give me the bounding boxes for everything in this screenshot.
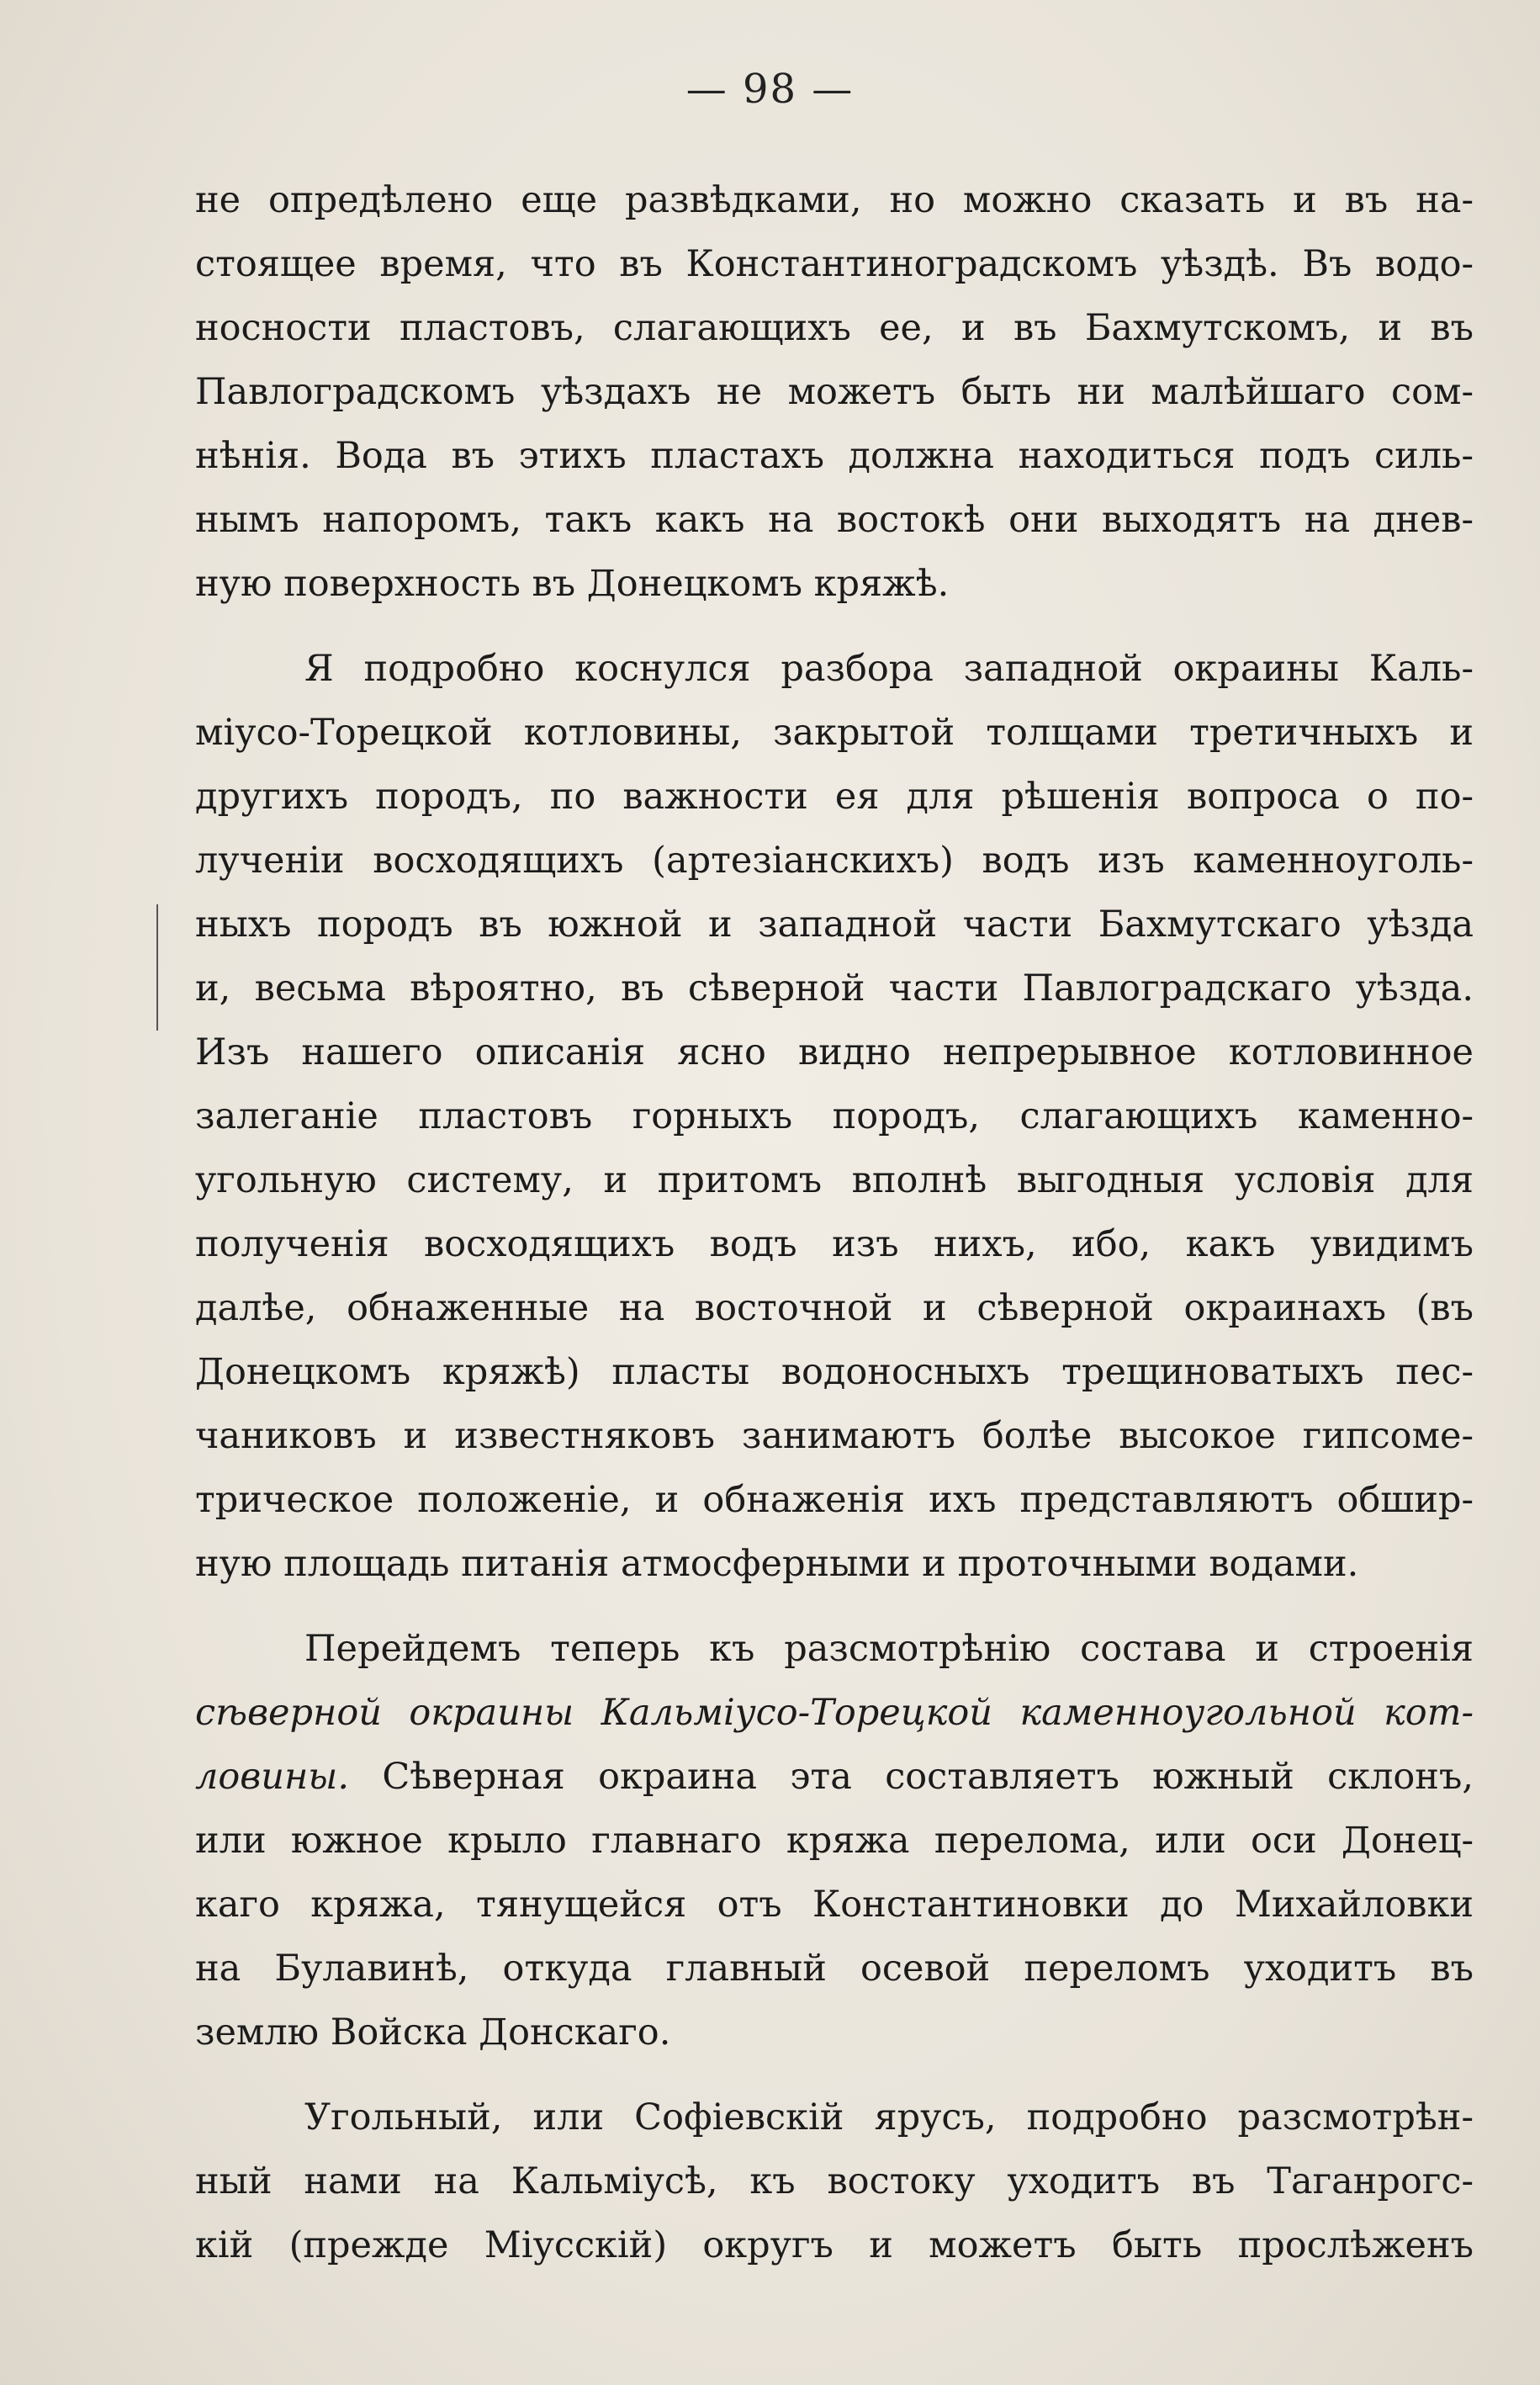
text-line: далѣе, обнаженные на восточной и сѣверной окраинахъ (въ [195,1287,1474,1329]
text-line: или южное крыло главнаго кряжа перелома, или оси Донец- [195,1820,1474,1862]
text-line: землю Войска Донскаго. [195,2011,671,2054]
text-line: Перейдемъ теперь къ разсмотрѣнію состава и строенія [304,1628,1474,1670]
text-fragment: Сѣверная окраина эта составляетъ южный склонъ, [349,1756,1474,1798]
text-line: міусо-Торецкой котловины, закрытой толщами третичныхъ и [195,712,1474,754]
text-line: другихъ породъ, по важности ея для рѣшенія вопроса о по- [195,776,1474,818]
italic-fragment: ловины. [195,1756,350,1798]
text-line: Я подробно коснулся разбора западной окраины Каль- [304,648,1474,690]
text-line: стоящее время, что въ Константиноградскомъ уѣздѣ. Въ водо- [195,243,1474,285]
text-line: Павлоградскомъ уѣздахъ не можетъ быть ни малѣйшаго сом- [195,371,1474,413]
text-line: и, весьма вѣроятно, въ сѣверной части Павлоградскаго уѣзда. [195,967,1474,1010]
text-line: Угольный, или Софіевскій ярусъ, подробно разсмотрѣн- [304,2096,1474,2139]
paragraph-4 [195,2086,1474,2277]
text-line: каго кряжа, тянущейся отъ Константиновки до Михайловки [195,1884,1474,1926]
text-line: ную поверхность въ Донецкомъ кряжѣ. [195,563,950,605]
text-line: не опредѣлено еще развѣдками, но можно сказать и въ на- [195,179,1474,221]
paragraph-2 [195,637,1474,1596]
text-line: нымъ напоромъ, такъ какъ на востокѣ они выходятъ на днев- [195,499,1474,541]
text-line: угольную систему, и притомъ вполнѣ выгодныя условія для [195,1159,1474,1201]
text-line: Изъ нашего описанія ясно видно непрерывное котловинное [195,1031,1474,1073]
text-line: полученія восходящихъ водъ изъ нихъ, ибо, какъ увидимъ [195,1223,1474,1265]
text-line: чаниковъ и известняковъ занимаютъ болѣе высокое гипсоме- [195,1415,1474,1457]
text-line: нѣнія. Вода въ этихъ пластахъ должна находиться подъ силь- [195,435,1474,477]
text-line: трическое положеніе, и обнаженія ихъ представляютъ обшир- [195,1479,1474,1521]
paragraph-3 [195,1617,1474,2064]
text-line: Донецкомъ кряжѣ) пласты водоносныхъ трещиноватыхъ пес- [195,1351,1474,1393]
text-line: носности пластовъ, слагающихъ ее, и въ Бахмутскомъ, и въ [195,307,1474,349]
text-line: ную площадь питанія атмосферными и проточными водами. [195,1543,1359,1585]
body-text [195,168,1474,2277]
text-line: ный нами на Кальміусѣ, къ востоку уходитъ въ Таганрогс- [195,2160,1474,2202]
text-line: ныхъ породъ въ южной и западной части Бахмутскаго уѣзда [195,904,1474,946]
text-line: кій (прежде Міусскій) округъ и можетъ быть прослѣженъ [195,2224,1474,2266]
text-line-italic: сѣверной окраины Кальміусо-Торецкой каменноугольной кот- [195,1692,1474,1734]
page-number: — 98 — [685,66,855,113]
margin-mark [156,904,158,1031]
text-line [195,1745,1474,1809]
text-line: лученіи восходящихъ (артезіанскихъ) водъ изъ каменноуголь- [195,840,1474,882]
text-line: на Булавинѣ, откуда главный осевой переломъ уходитъ въ [195,1948,1474,1990]
paragraph-1 [195,168,1474,616]
text-line: залеганіе пластовъ горныхъ породъ, слагающихъ каменно- [195,1095,1474,1137]
